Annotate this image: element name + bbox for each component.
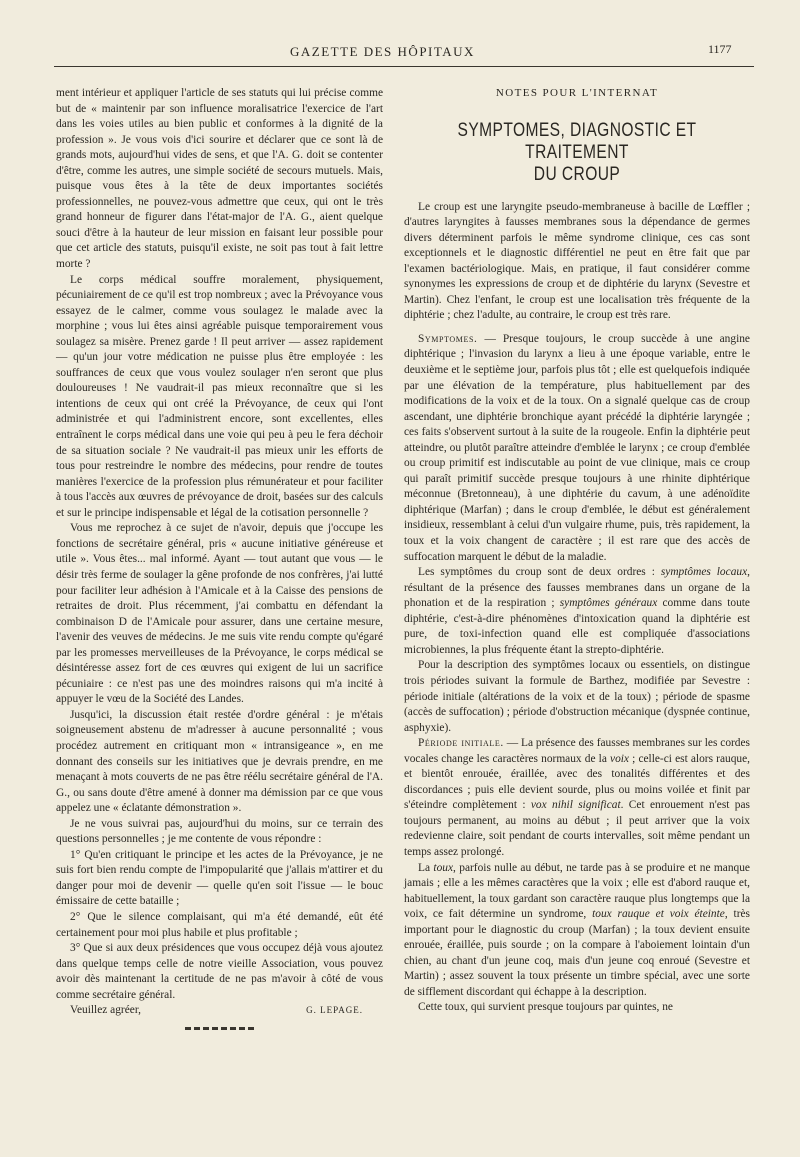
- text-run: , résultant de la présence des fausses membranes dans un organe de la phonation et de la respiration ;: [404, 566, 750, 610]
- letter-paragraph: 2° Que le silence complaisant, qui m'a été demandé, eût été certainement pour moi plus habile et plus profitable ;: [56, 910, 383, 939]
- end-ornament: [185, 1027, 255, 1030]
- periode-heading: Période initiale.: [418, 737, 504, 750]
- author-name: G. LEPAGE.: [306, 1005, 363, 1016]
- running-head: [0, 44, 800, 66]
- toux-paragraph: [404, 861, 750, 1001]
- letter-paragraph: Le corps médical souffre moralement, physiquement, pécuniairement de ce qu'il est trop nombreux ; avec la Prévoyance vous essayez de le calmer, comme vous soulagez le malade avec la morphine ; vous lui êtes ainsi agréable puisque temporairement vous soulagez sa misère. Prenez garde ! Il peut arriver — assez rapidement — qu'un jour votre médication ne puisse plus être employée : les souffrances de ceux que vous voulez soulager n'en seront que plus douloureuses ! Ne vaudrait-il pas mieux reconnaître que si les intentions de ceux qui ont créé la Prévoyance, de ceux qui l'ont administrée et qui l'administrent encore, sont excellentes, elles entraînent le corps médical dans une voie qui peu à peu le fera déchoir de sa situation sociale ? Ne vaudrait-il pas mieux unir les efforts de tous pour restreindre le nombre des médecins, pour rendre de toutes manières l'exercice de la profession plus rémunérateur et pour faciliter à tous l'accès aux œuvres de prévoyance de droit, basées sur des calculs et sur le principe indispensable et légal de la cotisation personnelle ?: [56, 273, 383, 519]
- text-run: , très important pour le diagnostic du croup (Marfan) ; la toux devient ensuite enrouée, éraillée, puis sourde ; on la compare à l'aboiement lointain d'un chien, au chant d'un jeune coq, mais d'un jeune coq enroué (Sevestre et Martin) ; assez souvent la toux présente un timbre spécial, avec une sorte de sifflement discordant qui échappe à la description.: [404, 908, 750, 998]
- text-run: ; celle-ci est alors rauque, et bientôt enrouée, éraillée, avec des tonalités différentes et des discordances ; puis elle devient sourde, plus ou moins voilée et finit par s'éteindre complètement :: [404, 752, 750, 812]
- article-paragraph: [404, 565, 750, 658]
- text-run: . Cet enrouement n'est pas toujours permanent, au moins au début ; il peut arriver que la voix redevienne claire, soit pendant de courts intervalles, soit même pendant un temps assez prolongé.: [404, 799, 750, 858]
- text-run: La: [418, 861, 434, 874]
- text-run: , parfois nulle au début, ne tarde pas à se produire et ne manque jamais ; elle a les mêmes caractères que la voix ; elle est d'abord rauque et, habituellement, la toux gardant son caractère rauque plus longtemps que la voix, ce fait détermine un syndrome,: [404, 861, 750, 921]
- journal-title: GAZETTE DES HÔPITAUX: [290, 44, 475, 59]
- section-label: NOTES POUR L'INTERNAT: [495, 87, 659, 99]
- letter-paragraph: Vous me reprochez à ce sujet de n'avoir, depuis que j'occupe les fonctions de secrétaire général, pris « aucune initiative généreuse et utile ». Vous êtes... mal informé. Ayant — tout autant que vous — le désir très ferme de soulager la gêne profonde de nos confrères, j'ai lutté pour faciliter leur adhésion à l'Amicale et à la Caisse des pensions de retraites de droit. Plus récemment, j'ai combattu en défendant la combinaison D de l'Amicale pour assurer, dans une certaine mesure, l'avenir des veuves de médecins. Je me suis vite rendu compte qu'égaré par les promesses merveilleuses de la Prévoyance, le corps médical se désintéresse assez fort de ces œuvres qui exigent de lui un sacrifice pécuniaire : ce n'est pas une des moindres raisons qui m'a incité à appuyer le vœu de la Société des Landes.: [56, 522, 383, 706]
- symptomes-text: — Presque toujours, le croup succède à une angine diphtérique ; l'invasion du larynx a lieu à une époque variable, entre le deuxième et le septième jour, parfois plus tôt ; elle est quelquefois indiquée par une élévation de la température, plus habituellement par des modifications de la voix et de la toux. On a signalé quelque cas de croup ascendant, une diphtérie bronchique ayant précédé la diphtérie laryngée ; ces faits s'observent surtout à la suite de la rougeole. Enfin la diphtérie peut atteindre, ou plutôt paraître atteindre d'emblée le larynx ; ce croup d'emblée ou croup primitif est indiscutable au point de vue clinique, mais ce croup qui paraît primitif succède presque toujours à une rhinite diphtérique méconnue (Bretonneau), à une diphtérie du cavum, à une adénoïdite diphtérique (Marfan) ; dans le croup d'emblée, le début est généralement insidieux, ressemblant à celui d'un vulgaire rhume, puis, très rapidement, la toux et la voix changent de caractère ; il est rare que des accès de suffocation marquent le début de la maladie.: [404, 332, 750, 563]
- italic-term: toux rauque et voix éteinte: [592, 908, 725, 921]
- italic-term: symptômes généraux: [559, 597, 658, 610]
- italic-term: toux: [433, 861, 454, 874]
- text-run: Les symptômes du croup sont de deux ordres :: [418, 566, 661, 579]
- letter-paragraph: Jusqu'ici, la discussion était restée d'ordre général : je m'étais soigneusement abstenu de m'adresser à aucune personnalité ; vous procédez autrement en critiquant mon « intransigeance », en me donnant des conseils sur les initiatives que je devrais prendre, en me menaçant à mots couverts de ne pas être réélu secrétaire général de l'A. G., ou sans doute d'être amené à donner ma démission par ce que vous appelez une « éclatante démonstration ».: [56, 708, 383, 815]
- symptomes-heading: Symptomes.: [418, 332, 478, 345]
- article-paragraph: Pour la description des symptômes locaux ou essentiels, on distingue trois périodes suivant la formule de Barthez, modifiée par Sevestre : période initiale (altérations de la voix et de la toux) ; période de spasme (accès de suffocation) ; période d'obstruction mécanique (dyspnée continue, asphyxie).: [404, 659, 750, 734]
- letter-paragraph: Je ne vous suivrai pas, aujourd'hui du moins, sur ce terrain des questions personnelles ; je me contente de vous répondre :: [56, 817, 383, 846]
- italic-term: voix: [610, 752, 629, 765]
- article-paragraph: Cette toux, qui survient presque toujours par quintes, ne: [418, 1001, 673, 1014]
- italic-term: vox nihil significat: [530, 799, 621, 812]
- right-column: [404, 86, 750, 1016]
- article-title-line-1: SYMPTOMES, DIAGNOSTIC ET TRAITEMENT: [457, 119, 697, 163]
- header-rule: [54, 66, 754, 67]
- left-column: [56, 86, 383, 1030]
- letter-paragraph: 3° Que si aux deux présidences que vous occupez déjà vous ajoutez dans quelque temps celle de notre vieille Association, vous pouvez avoir dès maintenant la certitude de ne pas m'avoir à côté de vous comme secrétaire général.: [56, 942, 383, 1001]
- italic-term: symptômes locaux: [660, 566, 748, 579]
- letter-paragraph: 1° Qu'en critiquant le principe et les actes de la Prévoyance, je ne suis fort bien rendu compte de l'impopularité que j'allais m'attirer et du danger pour moi de devenir — quelle qu'en soit l'issue — le bouc émissaire de cette bataille ;: [56, 848, 383, 908]
- text-run: comme dans toute diphtérie, c'est-à-dire phénomènes d'intoxication quand la diphtérie est pure, de toxi-infection quand elle est compliquée d'associations microbiennes, la plus fréquente étant la strepto-diphtérie.: [404, 597, 750, 656]
- letter-paragraph: ment intérieur et appliquer l'article de ses statuts qui lui précise comme but de « maintenir par son influence moralisatrice l'exercice de l'art dans les voies utiles au bien public et conformes à la dignité de la profession ». Je vous vois d'ici sourire et déclarer que ce sont là de grands mots, aujourd'hui vides de sens, et que l'A. G. doit se contenter d'être, comme les autres, une simple société de secours mutuels. Mais, puisque vous êtes à la tête de deux importantes sociétés professionnelles, ne pouvez-vous admettre que ceux, qui ont le très grand honneur de figurer dans l'état-major de l'A. G., aient quelque souci d'être à la hauteur de leur mission en faisant leur possible pour que cet article des statuts, puisqu'il existe, ne soit pas tout à fait lettre morte ?: [56, 87, 383, 271]
- article-title: [435, 120, 719, 186]
- letter-signature: [56, 1003, 383, 1019]
- symptomes-paragraph: [404, 332, 750, 565]
- page-number: 1177: [708, 42, 732, 56]
- periode-paragraph: [404, 736, 750, 860]
- letter-closing: Veuillez agréer,: [70, 1004, 142, 1017]
- article-intro: Le croup est une laryngite pseudo-membraneuse à bacille de Lœffler ; d'autres laryngites à fausses membranes sous la dépendance de germes divers déterminent parfois le même syndrome clinique, ces cas sont exceptionnels et le diagnostic différentiel ne peut en être fait que par l'examen bactériologique. Mais, en pratique, il faut considérer comme synonymes les expressions de croup et de diphtérie du larynx (Sevestre et Martin). Chez l'enfant, le croup est une localisation très fréquente de la diphtérie ; chez l'adulte, au contraire, le croup est très rare.: [404, 200, 750, 322]
- article-title-line-2: DU CROUP: [533, 163, 621, 185]
- text-run: — La présence des fausses membranes sur les cordes vocales change les caractères normaux de la: [404, 737, 750, 765]
